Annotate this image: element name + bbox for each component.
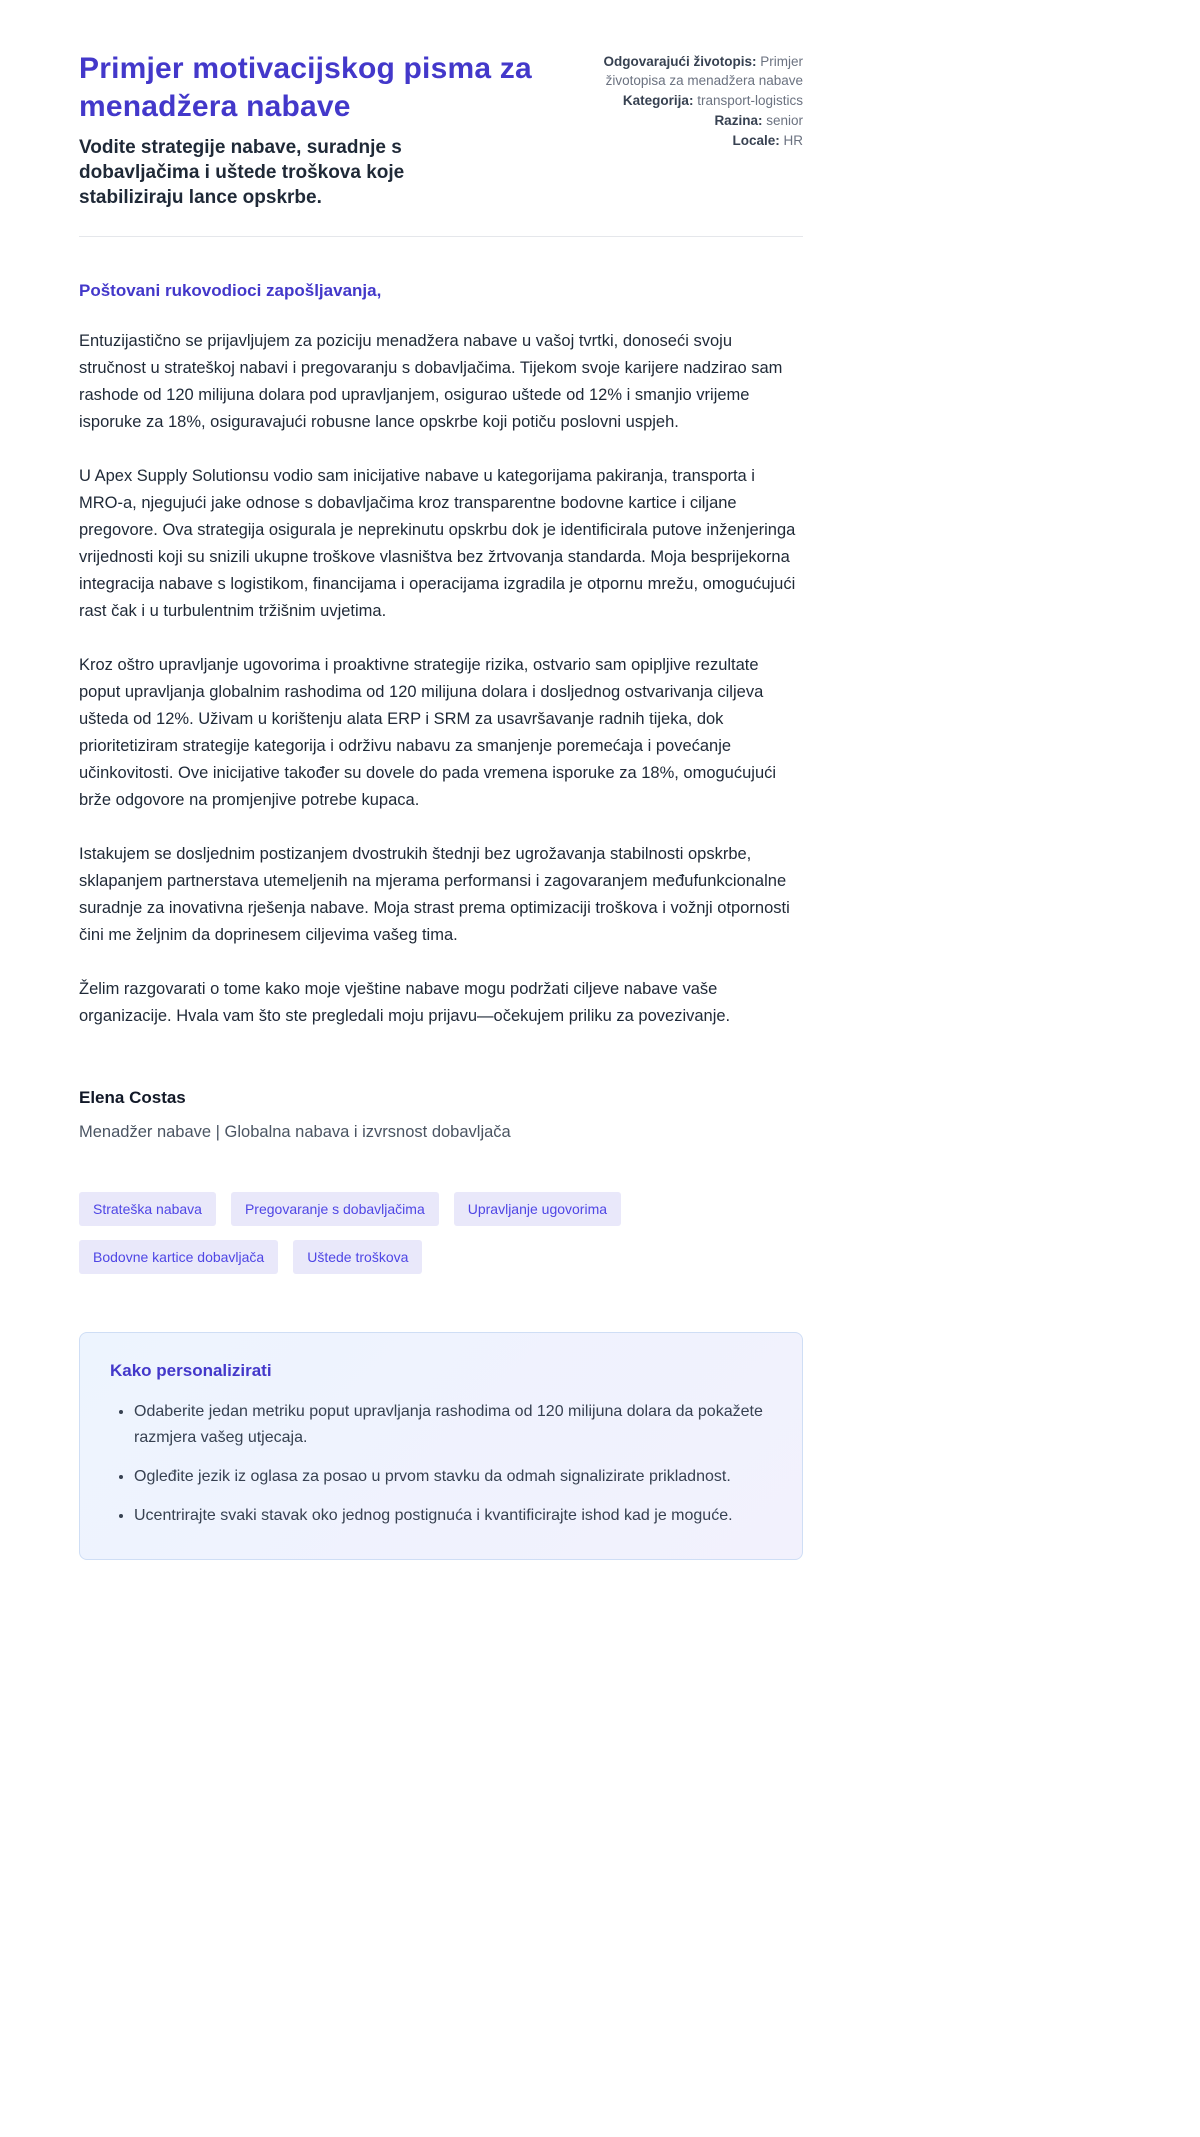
page-header <box>79 50 803 210</box>
category-value: transport-logistics <box>697 92 803 108</box>
page-subtitle: Vodite strategije nabave, suradnje s dobavljačima i uštede troškova koje stabiliziraju lance opskrbe. <box>79 137 405 209</box>
locale-label: Locale: <box>732 132 780 148</box>
meta-row-level <box>603 112 803 131</box>
matching-resume-value: Primjer životopisa za menadžera nabave <box>605 54 803 88</box>
tag-pregovaranje-s-dobavljacima: Pregovaranje s dobavljačima <box>231 1192 439 1226</box>
tips-list <box>110 1399 772 1529</box>
letter-paragraph: Entuzijastično se prijavljujem za poziciju menadžera nabave u vašoj tvrtki, donoseći svoju stručnost u strateškoj nabavi i pregovaranju s dobavljačima. Tijekom svoje karijere nadzirao sam rashode od 120 milijuna dolara pod upravljanjem, osigurao uštede od 12% i smanjio vrijeme isporuke za 18%, osiguravajući robusne lance opskrbe koji potiču poslovni uspjeh. <box>79 332 783 432</box>
page-title: Primjer motivacijskog pisma za menadžera nabave <box>79 52 532 124</box>
letter-page <box>79 0 803 1560</box>
signature-role: Menadžer nabave | Globalna nabava i izvrsnost dobavljača <box>79 1123 511 1142</box>
header-title-block <box>79 50 569 210</box>
tag-list <box>79 1192 679 1274</box>
personalization-tips-box <box>79 1332 803 1560</box>
tips-item: • Ogleđite jezik iz oglasa za posao u prvom stavku da odmah signalizirate prikladnost. <box>134 1464 772 1490</box>
meta-row-locale <box>603 132 803 151</box>
tips-item: • Ucentrirajte svaki stavak oko jednog postignuća i kvantificirajte ishod kad je moguće. <box>134 1503 772 1529</box>
meta-row-category <box>603 92 803 111</box>
header-divider <box>79 236 803 237</box>
letter-paragraph: Istakujem se dosljednim postizanjem dvostrukih štednji bez ugrožavanja stabilnosti opskrbe, sklapanjem partnerstava utemeljenih na mjerama performansi i zagovaranjem međufunkcionalne suradnje za inovativna rješenja nabave. Moja strast prema optimizaciji troškova i vožnji otpornosti čini me željnim da doprinesem ciljevima vašeg tima. <box>79 845 790 945</box>
tag-bodovne-kartice-dobavljaca: Bodovne kartice dobavljača <box>79 1240 278 1274</box>
letter-greeting: Poštovani rukovodioci zapošljavanja, <box>79 281 382 301</box>
letter-paragraph: Kroz oštro upravljanje ugovorima i proaktivne strategije rizika, ostvario sam opipljive rezultate poput upravljanja globalnim rashodima od 120 milijuna dolara i dosljednog ostvarivanja ciljeva ušteda od 12%. Uživam u korištenju alata ERP i SRM za usavršavanje radnih tijeka, dok prioritetiziram strategije kategorija i održivu nabavu za smanjenje poremećaja i povećanje učinkovitosti. Ove inicijative također su dovele do pada vremena isporuke za 18%, omogućujući brže odgovore na promjenjive potrebe kupaca. <box>79 656 777 810</box>
tag-strateska-nabava: Strateška nabava <box>79 1192 216 1226</box>
letter-paragraph: Želim razgovarati o tome kako moje vještine nabave mogu podržati ciljeve nabave vaše organizacije. Hvala vam što ste pregledali moju prijavu—očekujem priliku za povezivanje. <box>79 980 731 1026</box>
level-value: senior <box>766 112 803 128</box>
level-label: Razina: <box>714 112 763 128</box>
tips-item: • Odaberite jedan metriku poput upravljanja rashodima od 120 milijuna dolara da pokažete razmjera vašeg utjecaja. <box>134 1399 772 1451</box>
meta-row-matching-resume <box>603 53 803 91</box>
locale-value: HR <box>783 132 803 148</box>
signature-name: Elena Costas <box>79 1088 186 1108</box>
meta-panel <box>603 50 803 151</box>
matching-resume-label: Odgovarajući životopis: <box>603 54 757 69</box>
category-label: Kategorija: <box>622 92 694 108</box>
tag-upravljanje-ugovorima: Upravljanje ugovorima <box>454 1192 621 1226</box>
tips-heading: Kako personalizirati <box>110 1361 272 1381</box>
letter-paragraph: U Apex Supply Solutionsu vodio sam inicijative nabave u kategorijama pakiranja, transporta i MRO-a, njegujući jake odnose s dobavljačima kroz transparentne bodovne kartice i ciljane pregovore. Ova strategija osigurala je neprekinutu opskrbu dok je identificirala putove inženjeringa vrijednosti koji su snizili ukupne troškove vlasništva bez žrtvovanja standarda. Moja besprijekorna integracija nabave s logistikom, financijama i operacijama izgradila je otpornu mrežu, omogućujući rast čak i u turbulentnim tržišnim uvjetima. <box>79 467 796 621</box>
tag-ustede-troskova: Uštede troškova <box>293 1240 422 1274</box>
